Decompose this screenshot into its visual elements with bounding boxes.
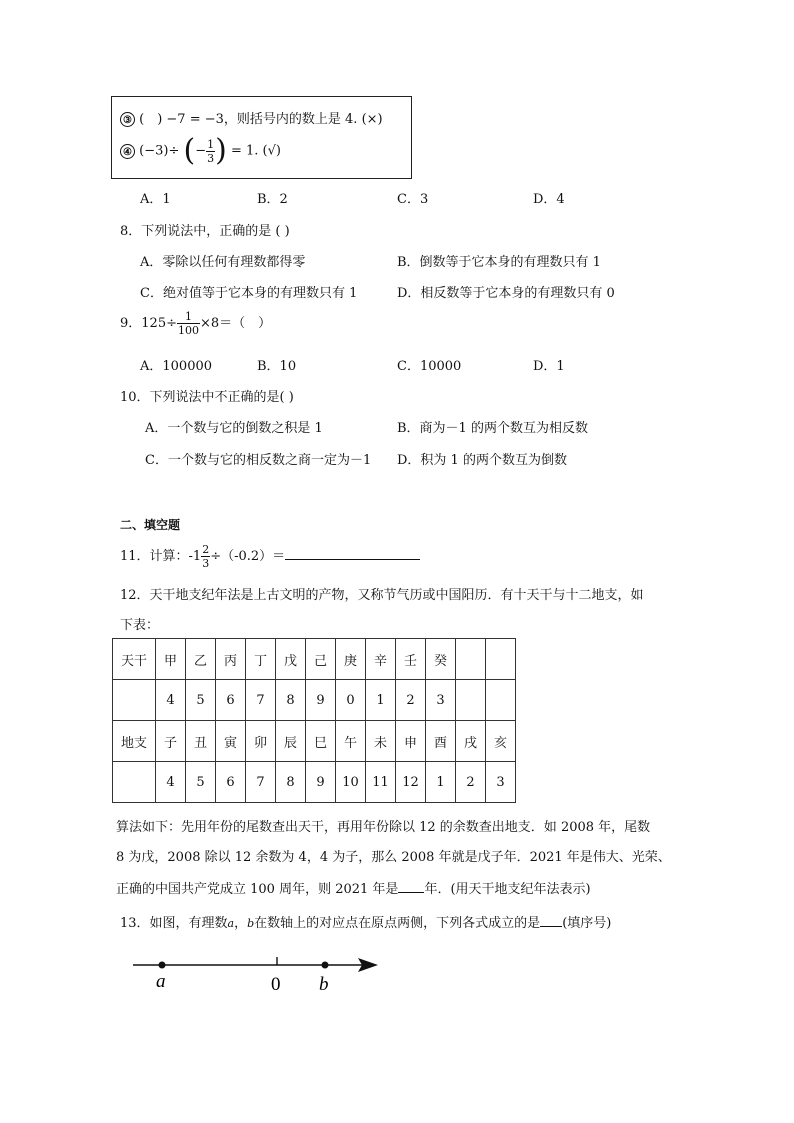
statement-3-mark: (×): [361, 112, 383, 127]
q12-para2: 8 为戊，2008 除以 12 余数为 4，4 为子，那么 2008 年就是戊子年．2021 年是伟大、光荣、: [116, 850, 671, 865]
label-zero: 0: [271, 974, 281, 995]
table-cell: 4: [156, 680, 186, 721]
table-cell: 天干: [113, 639, 156, 680]
table-cell: 7: [246, 680, 276, 721]
table-cell: 酉: [426, 721, 456, 762]
q8-option-c: C．绝对值等于它本身的有理数只有 1: [140, 286, 358, 301]
table-cell: 7: [246, 762, 276, 803]
q12-para3: 正确的中国共产党成立 100 周年，则 2021 年是 年．(用天干地支纪年法表示): [116, 882, 591, 897]
table-cell: 甲: [156, 639, 186, 680]
q7-option-a: A．1: [140, 192, 171, 207]
table-cell: 3: [426, 680, 456, 721]
q13-stem: 13．如图，有理数a，b在数轴上的对应点在原点两侧，下列各式成立的是 (填序号): [120, 916, 612, 931]
table-cell: 2: [396, 680, 426, 721]
table-cell: 子: [156, 721, 186, 762]
q9-stem: 9．125÷ $\frac{1}{100}$ ×8＝（ ）: [120, 310, 272, 337]
statement-4-lhs: (−3)÷: [139, 143, 180, 159]
q7-option-d: D．4: [533, 192, 565, 207]
table-cell: 癸: [426, 639, 456, 680]
table-cell: 1: [366, 680, 396, 721]
table-cell: 庚: [336, 639, 366, 680]
table-cell: 12: [396, 762, 426, 803]
table-cell: 5: [186, 680, 216, 721]
table-cell: 亥: [486, 721, 516, 762]
table-cell: 戌: [456, 721, 486, 762]
q9-option-b: B．10: [257, 359, 297, 374]
table-row: [113, 762, 516, 803]
statement-4: ④ (−3)÷ (− $\frac{1}{3}$ ) = 1. (√): [120, 136, 281, 166]
table-cell: 6: [216, 680, 246, 721]
q11-answer-blank[interactable]: [285, 559, 420, 560]
q13-answer-blank[interactable]: [540, 926, 562, 927]
label-a: a: [156, 971, 166, 992]
statement-3: [120, 108, 383, 127]
table-cell: 午: [336, 721, 366, 762]
table-cell: [486, 680, 516, 721]
table-cell: 寅: [216, 721, 246, 762]
table-row: [113, 680, 516, 721]
table-cell: 丁: [246, 639, 276, 680]
q12-para1: 算法如下：先用年份的尾数查出天干，再用年份除以 12 的余数查出地支．如 2008 年，尾数: [116, 820, 651, 835]
q9-option-c: C．10000: [397, 359, 462, 374]
table-cell: 卯: [246, 721, 276, 762]
number-line: [120, 945, 390, 1005]
q8-option-d: D．相反数等于它本身的有理数只有 0: [397, 286, 615, 301]
section-heading-fill-blank: 二、填空题: [120, 518, 181, 532]
label-b: b: [319, 974, 329, 995]
table-cell: 1: [426, 762, 456, 803]
q7-option-c: C．3: [397, 192, 429, 207]
point-b: [322, 962, 329, 969]
table-cell: [113, 680, 156, 721]
table-cell: 丑: [186, 721, 216, 762]
q7-option-b: B．2: [257, 192, 288, 207]
table-cell: 地支: [113, 721, 156, 762]
table-cell: 3: [486, 762, 516, 803]
table-cell: 8: [276, 762, 306, 803]
table-cell: 己: [306, 639, 336, 680]
q10-stem: 10．下列说法中不正确的是( ): [120, 390, 294, 405]
circle-marker-3: ③: [120, 112, 135, 127]
table-cell: 2: [456, 762, 486, 803]
table-cell: 巳: [306, 721, 336, 762]
ganzhi-table: [112, 638, 516, 803]
table-cell: 8: [276, 680, 306, 721]
table-cell: 10: [336, 762, 366, 803]
q9-option-d: D．1: [533, 359, 565, 374]
statement-4-frac-sign: −: [195, 143, 207, 159]
table-cell: 4: [156, 762, 186, 803]
table-cell: 6: [216, 762, 246, 803]
table-cell: 辛: [366, 639, 396, 680]
q12-line1: 12．天干地支纪年法是上古文明的产物，又称节气历或中国阳历．有十天干与十二地支，如: [120, 588, 644, 603]
table-cell: 未: [366, 721, 396, 762]
table-cell: 9: [306, 762, 336, 803]
table-cell: 11: [366, 762, 396, 803]
q8-option-a: A．零除以任何有理数都得零: [140, 255, 306, 270]
q10-option-b: B．商为－1 的两个数互为相反数: [397, 421, 588, 436]
table-row: [113, 721, 516, 762]
q10-option-c: C．一个数与它的相反数之商一定为－1: [145, 453, 372, 468]
table-cell: [486, 639, 516, 680]
table-cell: 壬: [396, 639, 426, 680]
table-cell: 戊: [276, 639, 306, 680]
q9-option-a: A．100000: [140, 359, 213, 374]
table-cell: 辰: [276, 721, 306, 762]
q12-line2: 下表：: [120, 618, 160, 633]
q11: 11．计算：-1 $\frac{2}{3}$ ÷（-0.2）＝: [120, 543, 420, 570]
statement-3-text: ( ) −7 = −3，则括号内的数上是 4.: [139, 112, 358, 127]
fraction-one-third: $\frac{1}{3}$: [207, 137, 215, 165]
circle-marker-4: ④: [120, 144, 135, 159]
statement-4-rhs: = 1.: [230, 143, 259, 159]
table-cell: 5: [186, 762, 216, 803]
statement-4-mark: (√): [262, 143, 281, 159]
table-cell: [456, 680, 486, 721]
table-cell: [113, 762, 156, 803]
q10-option-d: D．积为 1 的两个数互为倒数: [397, 453, 567, 468]
table-cell: 乙: [186, 639, 216, 680]
table-cell: 0: [336, 680, 366, 721]
fraction-one-hundredth: $\frac{1}{100}$: [177, 310, 199, 337]
table-cell: 申: [396, 721, 426, 762]
fraction-two-thirds: $\frac{2}{3}$: [202, 543, 210, 570]
table-cell: 9: [306, 680, 336, 721]
table-cell: [456, 639, 486, 680]
table-cell: 丙: [216, 639, 246, 680]
q10-option-a: A．一个数与它的倒数之积是 1: [145, 421, 323, 436]
table-row: [113, 639, 516, 680]
point-a: [159, 962, 166, 969]
q8-stem: 8．下列说法中，正确的是 ( ): [120, 224, 290, 239]
q8-option-b: B．倒数等于它本身的有理数只有 1: [397, 255, 601, 270]
q12-answer-blank[interactable]: [398, 892, 424, 893]
